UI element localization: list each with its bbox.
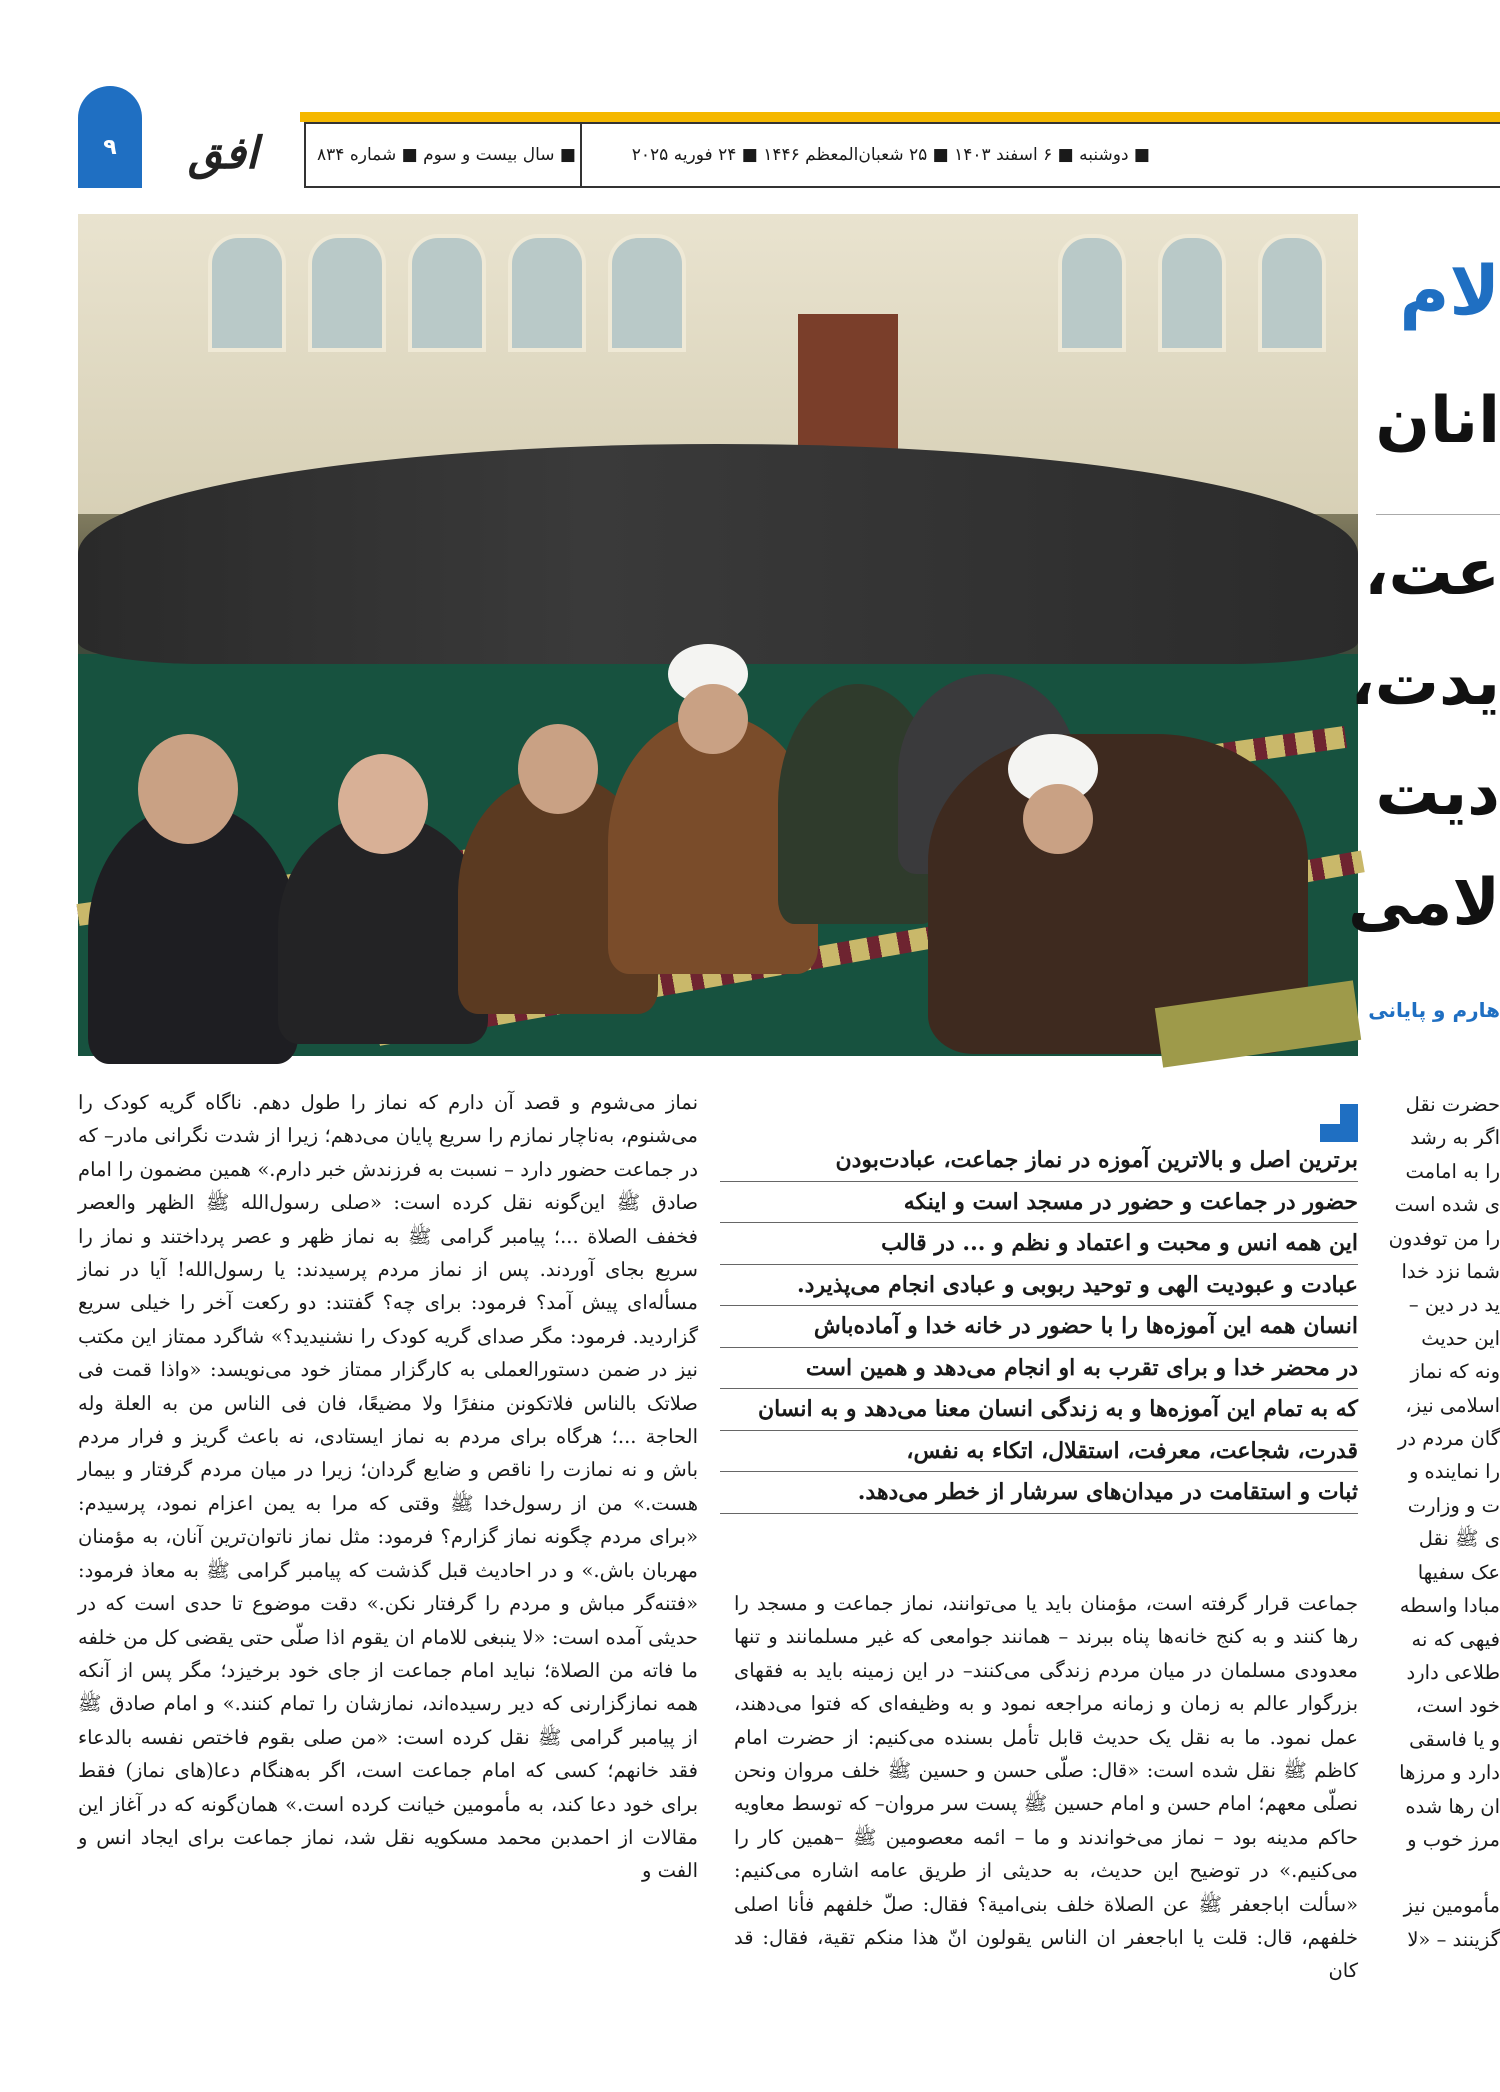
worshipper-head [338, 754, 428, 854]
photo-window [208, 234, 286, 352]
text-line: را من توفدون [1388, 1226, 1500, 1250]
quote-mark-icon [1320, 1104, 1358, 1142]
text-line: دارد و مرزها [1399, 1761, 1500, 1785]
headline-line: لام [1399, 252, 1500, 331]
pull-quote [720, 1140, 1358, 1514]
text-line: این حدیث [1421, 1326, 1500, 1350]
pull-quote-line: قدرت، شجاعت، معرفت، استقلال، اتکاء به نفس، [720, 1431, 1358, 1473]
pull-quote-line: حضور در جماعت و حضور در مسجد است و اینکه [720, 1182, 1358, 1224]
photo-window [1058, 234, 1126, 352]
text-line: ی شده است [1394, 1193, 1500, 1217]
article-column-middle [734, 1587, 1358, 2092]
photo-window [1158, 234, 1226, 352]
header-accent-line [300, 112, 1500, 122]
article-text: نماز می‌شوم و قصد آن دارم که نماز را طول دهم. ناگاه گریه کودک را می‌شنوم، به‌ناچار نمازم را سریع پایان می‌دهم؛ زیرا از شدت نگرانی مادر– که در جماعت حضور دارد – نسبت به فرزندش خبر دارم.» همین مضمون را امام صادق ﷺ این‌گونه نقل کرده است: «صلی رسول‌الله ﷺ الظهر والعصر فخفف الصلاة ...؛ پیامبر گرامی ﷺ به نماز ظهر و عصر پرداختند و نماز را سریع بجای آوردند. پس از نماز مردم پرسیدند: یا رسول‌الله! آیا در نماز مسأله‌ای پیش آمد؟ فرمود: برای چه؟ گفتند: دو رکعت آخر را خیلی سریع گزاردید. فرمود: مگر صدای گریه کودک را نشنیدید؟» شاگرد ممتاز این مکتب نیز در ضمن دستورالعملی به کارگزار ممتاز خود می‌نویسد: «واذا قمت فی صلاتک بالناس فلاتکونن منفرًا ولا مضیعًا، فان فی الناس من به العلة وله الحاجة ...؛ هرگاه برای مردم به نماز ایستادی، نه باعث گریز و فرار مردم باش و نه نمازت را ناقص و ضایع گردان؛ زیرا در میان مردم گرفتار و بیمار هست.» من از رسول‌خدا ﷺ وقتی که مرا به یمن اعزام نمود، پرسیدم: «برای مردم چگونه نماز گزارم؟ فرمود: مثل نماز ناتوان‌ترین آنان، به مؤمنان مهربان باش.» و در احادیث قبل گذشت که پیامبر گرامی ﷺ به معاذ فرمود: «فتنه‌گر مباش و مردم را گرفتار نکن.» دقت موضوع تا حدی است که در حدیثی آمده است: «لا ینبغی للامام ان یقوم اذا صلّی حتی یقضی کل من خلفه ما فاته من الصلاة؛ نباید امام جماعت از جای خود برخیزد؛ مگر پس از آنکه همه نمازگزارنی که دیر رسیده‌اند، نمازشان را تمام کنند.» و امام صادق ﷺ از پیامبر گرامی ﷺ نقل کرده است: «من صلی بقوم فاختص نفسه بالدعاء فقد خانهم؛ کسی که امام جماعت است، اگر به‌هنگام دعا(های نماز) فقط برای خود دعا کند، به مأمومین خیانت کرده است.» همان‌گونه که در آغاز این مقالات از احمدبن محمد مسکویه نقل شد، نماز جماعت برای ایجاد انس و الفت و [78, 1091, 698, 1883]
text-line: گان مردم در [1397, 1427, 1500, 1451]
text-line: مرز خوب و [1407, 1827, 1500, 1851]
pull-quote-line: برترین اصل و بالاترین آموزه در نماز جماعت، عبادت‌بودن [720, 1140, 1358, 1182]
text-line: ت و وزارت [1407, 1493, 1500, 1517]
article-photo [78, 214, 1358, 1056]
pull-quote-line: عبادت و عبودیت الهی و توحید ربوبی و عبادی انجام می‌پذیرد. [720, 1265, 1358, 1307]
text-line: گزینند – «لا [1407, 1927, 1500, 1951]
headline-line: یدت، [1350, 646, 1500, 720]
text-line: فیهی که نه [1411, 1627, 1500, 1651]
headline-line: انان [1375, 384, 1500, 458]
text-line: را نماینده و [1408, 1460, 1500, 1484]
worshipper-head [1023, 784, 1093, 854]
headline-line: عت، [1364, 536, 1500, 610]
text-line: حضرت نقل [1405, 1093, 1500, 1116]
text-line: ی ﷺ نقل [1418, 1527, 1500, 1551]
pull-quote-line: در محضر خدا و برای تقرب به او انجام می‌دهد و همین است [720, 1348, 1358, 1390]
page-number: ۹ [103, 135, 117, 160]
publication-logo: افق [188, 128, 258, 179]
pull-quote-line: انسان همه این آموزه‌ها را با حضور در خانه خدا و آماده‌باش [720, 1306, 1358, 1348]
pull-quote-line: این همه انس و محبت و اعتماد و نظم و ... در قالب [720, 1223, 1358, 1265]
text-line [1376, 1856, 1500, 1889]
text-line: ید در دین – [1408, 1293, 1500, 1317]
author-line: هارم و پایانی [1368, 998, 1500, 1022]
text-line: عک سفیها [1417, 1560, 1500, 1584]
headline-line: لامی [1347, 866, 1500, 940]
text-line: مبادا واسطه [1399, 1594, 1500, 1618]
pull-quote-line: که به تمام این آموزه‌ها و به زندگی انسان معنا می‌دهد و به انسان [720, 1389, 1358, 1431]
article-column-right [1376, 1088, 1500, 1956]
text-line: مأمومین نیز [1403, 1894, 1500, 1918]
text-line: شما نزد خدا [1401, 1260, 1500, 1284]
worshipper-head [138, 734, 238, 844]
issue-info: ■ سال بیست و سوم ■ شماره ۸۳۴ [317, 145, 576, 165]
header-divider [580, 122, 582, 188]
headline-line: دیت [1375, 756, 1500, 830]
text-line: اگر به رشد [1410, 1126, 1500, 1150]
photo-window [608, 234, 686, 352]
worshipper-head [518, 724, 598, 814]
worshipper-head [678, 684, 748, 754]
date-info: ■ دوشنبه ■ ۶ اسفند ۱۴۰۳ ■ ۲۵ شعبان‌المعظم ۱۴۴۶ ■ ۲۴ فوریه ۲۰۲۵ [631, 145, 1150, 165]
pull-quote-line: ثبات و استقامت در میدان‌های سرشار از خطر می‌دهد. [720, 1472, 1358, 1514]
text-line: طلاعی دارد [1406, 1660, 1500, 1684]
congregation-back-row [78, 444, 1358, 664]
headline-rule [1376, 514, 1500, 515]
photo-window [508, 234, 586, 352]
article-column-left [78, 1086, 698, 2092]
text-line: خود است، [1415, 1694, 1500, 1718]
photo-window [1258, 234, 1326, 352]
text-line: ونه که نماز [1410, 1360, 1500, 1384]
photo-window [408, 234, 486, 352]
page-number-badge [78, 86, 142, 188]
text-line: را به امامت [1405, 1159, 1500, 1183]
text-line: و یا فاسقی [1409, 1727, 1500, 1751]
photo-window [308, 234, 386, 352]
text-line: اسلامی نیز، [1405, 1393, 1500, 1417]
text-line: ان رها شده [1405, 1794, 1500, 1818]
article-text: جماعت قرار گرفته است، مؤمنان باید یا می‌توانند، نماز جماعت و مسجد را رها کنند و به کنج خانه‌ها پناه ببرند – همانند جوامعی که غیر مسلمانند و تنها معدودی مسلمان در میان مردم زندگی می‌کنند– در این زمینه باید به فقهای بزرگوار عالم به زمان و زمانه مراجعه نمود و به وظیفه‌ای که فتوا می‌دهند، عمل نمود. ما به نقل یک حدیث قابل تأمل بسنده می‌کنیم: از حضرت امام کاظم ﷺ نقل شده است: «قال: صلّی حسن و حسین ﷺ خلف مروان ونحن نصلّی معهم؛ امام حسن و امام حسین ﷺ پست سر مروان– که توسط معاویه حاکم مدینه بود – نماز می‌خواندند و ما – ائمه معصومین ﷺ –همین کار را می‌کنیم.» در توضیح این حدیث، به حدیثی از طریق عامه اشاره می‌کنیم: «سألت اباجعفر ﷺ عن الصلاة خلف بنی‌امیة؟ فقال: صلّ خلفهم فأنا اصلی خلفهم، قال: قلت یا اباجعفر ان الناس یقولون انّ هذا منکم تقیة، فقال: قد کان [734, 1592, 1358, 1983]
